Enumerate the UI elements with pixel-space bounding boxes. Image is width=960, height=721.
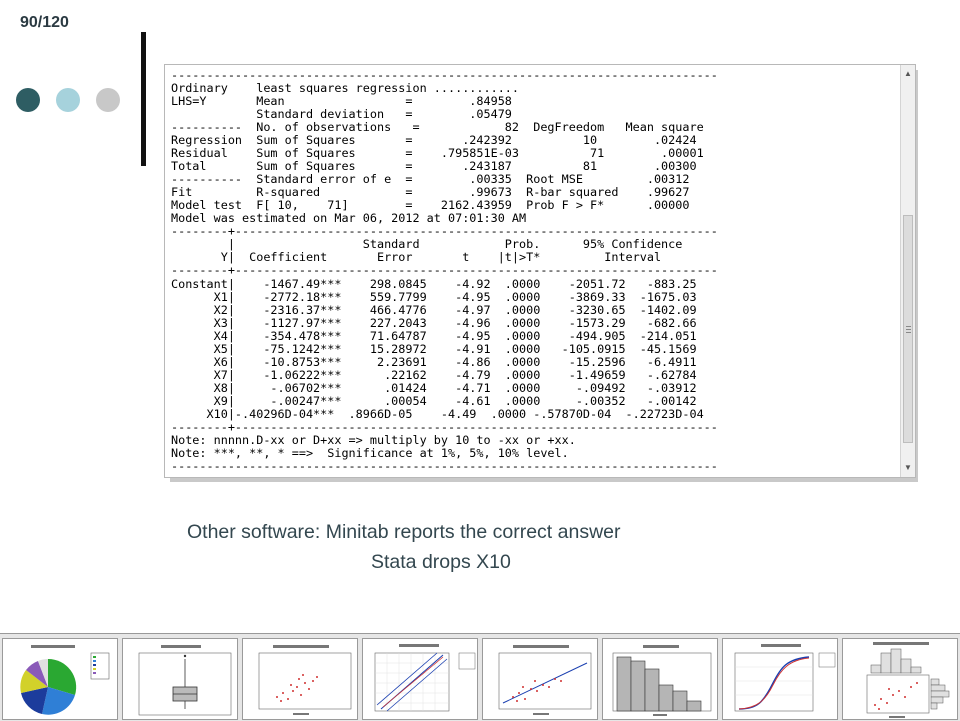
- output-line: X9| -.00247*** .00054 -4.61 .0000 -.00352 -.00142: [171, 393, 697, 408]
- output-line: X3| -1127.97*** 227.2043 -4.96 .0000 -1573.29 -682.66: [171, 315, 697, 330]
- vertical-divider: [141, 32, 146, 166]
- output-line: Constant| -1467.49*** 298.0845 -4.92 .0000 -2051.72 -883.25: [171, 276, 697, 291]
- output-line: --------+--------------------------------------------------------------------: [171, 419, 718, 434]
- output-line: X5| -75.1242*** 15.28972 -4.91 .0000 -105.0915 -45.1569: [171, 341, 697, 356]
- histogram-thumbnail-graphic: [603, 639, 717, 719]
- scrollbar-grip-line: [906, 332, 911, 333]
- output-line: -----------------------------------------------------------------------------: [171, 68, 718, 82]
- regression-output-window: [164, 64, 916, 478]
- marginal-plot-thumbnail-graphic: [843, 639, 957, 719]
- output-line: --------+--------------------------------------------------------------------: [171, 263, 718, 278]
- scroll-down-arrow-icon[interactable]: ▼: [904, 463, 912, 472]
- scatterplot-thumbnail-graphic: [243, 639, 357, 719]
- scrollbar-thumb[interactable]: [903, 215, 913, 443]
- thumbnail-scatter-with-fit[interactable]: [482, 638, 598, 720]
- output-line: Regression Sum of Squares = .242392 10 .02424: [171, 133, 697, 148]
- output-line: ---------- Standard error of e = .00335 Root MSE .00312: [171, 172, 690, 187]
- output-line: Standard deviation = .05479: [171, 107, 512, 122]
- output-line: -----------------------------------------------------------------------------: [171, 458, 718, 473]
- output-line: Total Sum of Squares = .243187 81 .00300: [171, 159, 697, 174]
- thumbnail-marginal-plot[interactable]: [842, 638, 958, 720]
- decorative-dot-light: [56, 88, 80, 112]
- output-line: X10|-.40296D-04*** .8966D-05 -4.49 .0000 -.57870D-04 -.22723D-04: [171, 406, 704, 421]
- output-line: | Standard Prob. 95% Confidence: [171, 237, 683, 252]
- caption-line-1: Other software: Minitab reports the correct answer: [187, 521, 621, 543]
- output-line: X7| -1.06222*** .22162 -4.79 .0000 -1.49659 -.62784: [171, 367, 697, 382]
- cdf-thumbnail-graphic: [723, 639, 837, 719]
- output-line: LHS=Y Mean = .84958: [171, 94, 512, 109]
- output-line: Residual Sum of Squares = .795851E-03 71 .00001: [171, 146, 704, 161]
- scatter-fit-thumbnail-graphic: [483, 639, 597, 719]
- thumbnail-probability-plot[interactable]: [362, 638, 478, 720]
- regression-output-text: [171, 69, 718, 473]
- slide-number: 90/120: [20, 14, 69, 31]
- output-line: Fit R-squared = .99673 R-bar squared .99627: [171, 185, 690, 200]
- caption-line-2: Stata drops X10: [371, 551, 511, 573]
- boxplot-thumbnail-graphic: [123, 639, 237, 719]
- probability-plot-thumbnail-graphic: [363, 639, 477, 719]
- thumbnail-boxplot[interactable]: [122, 638, 238, 720]
- output-line: X2| -2316.37*** 466.4776 -4.97 .0000 -3230.65 -1402.09: [171, 302, 697, 317]
- output-line: X8| -.06702*** .01424 -4.71 .0000 -.09492 -.03912: [171, 380, 697, 395]
- output-line: X6| -10.8753*** 2.23691 -4.86 .0000 -15.2596 -6.4911: [171, 354, 697, 369]
- vertical-scrollbar[interactable]: [900, 65, 915, 477]
- output-line: X1| -2772.18*** 559.7799 -4.95 .0000 -3869.33 -1675.03: [171, 289, 697, 304]
- output-line: Ordinary least squares regression ............: [171, 81, 520, 96]
- decorative-dot-dark: [16, 88, 40, 112]
- output-line: ---------- No. of observations = 82 DegFreedom Mean square: [171, 120, 704, 135]
- thumbnail-empirical-cdf[interactable]: [722, 638, 838, 720]
- scroll-up-arrow-icon[interactable]: ▲: [904, 69, 912, 78]
- decorative-dot-gray: [96, 88, 120, 112]
- output-line: Note: ***, **, * ==> Significance at 1%, 5%, 10% level.: [171, 445, 569, 460]
- output-line: X4| -354.478*** 71.64787 -4.95 .0000 -494.905 -214.051: [171, 328, 697, 343]
- output-line: --------+--------------------------------------------------------------------: [171, 224, 718, 239]
- scrollbar-grip-line: [906, 326, 911, 327]
- output-line: Y| Coefficient Error t |t|>T* Interval: [171, 250, 662, 265]
- output-line: Note: nnnnn.D-xx or D+xx => multiply by 10 to -xx or +xx.: [171, 432, 576, 447]
- output-line: Model was estimated on Mar 06, 2012 at 07:01:30 AM: [171, 211, 527, 226]
- pie-chart-thumbnail-graphic: [3, 639, 117, 719]
- thumbnail-pie-chart[interactable]: [2, 638, 118, 720]
- scrollbar-grip-line: [906, 329, 911, 330]
- output-line: Model test F[ 10, 71] = 2162.43959 Prob F > F* .00000: [171, 198, 690, 213]
- thumbnail-scatterplot[interactable]: [242, 638, 358, 720]
- thumbnail-histogram[interactable]: [602, 638, 718, 720]
